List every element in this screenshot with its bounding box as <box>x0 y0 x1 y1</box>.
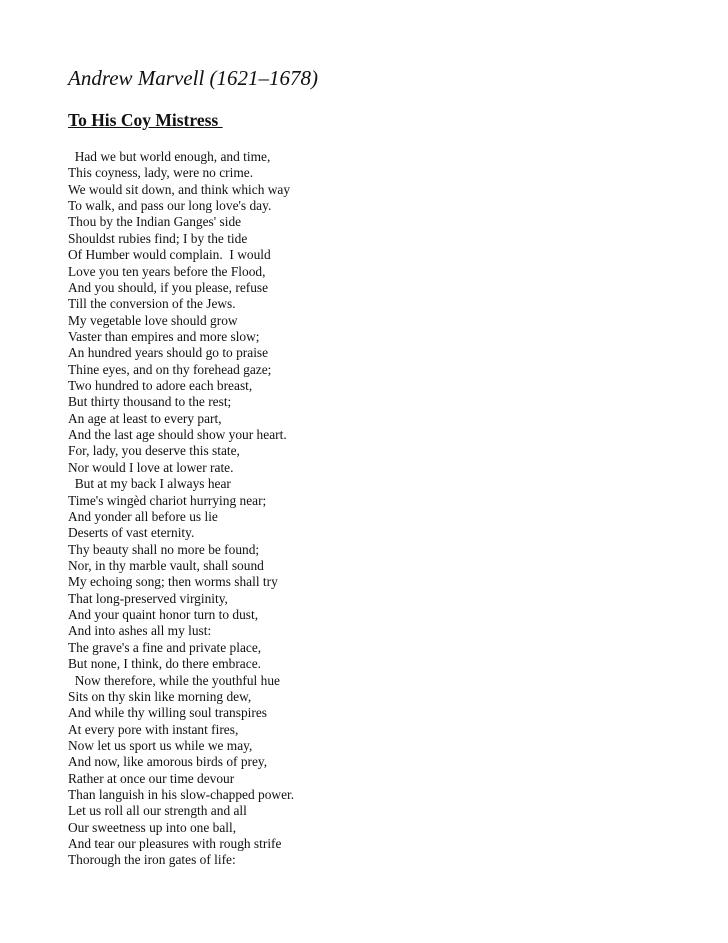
poem-line: Thine eyes, and on thy forehead gaze; <box>68 361 272 377</box>
poem-line: The grave's a fine and private place, <box>68 639 262 655</box>
poem-line: But thirty thousand to the rest; <box>68 394 232 410</box>
poem-line: Our sweetness up into one ball, <box>68 819 237 835</box>
poem-line: Had we but world enough, and time, <box>68 149 271 164</box>
poem-line: My vegetable love should grow <box>68 312 238 328</box>
poem-line: Vaster than empires and more slow; <box>68 328 260 344</box>
poem-title: To His Coy Mistress <box>68 110 223 130</box>
poem-line: That long-preserved virginity, <box>68 590 228 606</box>
poem-line: An hundred years should go to praise <box>68 345 269 361</box>
poem-line: Two hundred to adore each breast, <box>68 378 253 394</box>
poem-line: And now, like amorous birds of prey, <box>68 754 268 770</box>
poem-line: Love you ten years before the Flood, <box>68 263 266 279</box>
poem-line: And yonder all before us lie <box>68 508 218 524</box>
poem-line: Let us roll all our strength and all <box>68 803 247 819</box>
poem-line: And the last age should show your heart. <box>68 427 287 443</box>
poem-line: Now let us sport us while we may, <box>68 737 253 753</box>
poem-line: Nor would I love at lower rate. <box>68 459 234 475</box>
poem-line: At every pore with instant fires, <box>68 721 239 737</box>
poem-line: Of Humber would complain. I would <box>68 247 271 263</box>
poem-line: But none, I think, do there embrace. <box>68 656 261 672</box>
poem-line: And into ashes all my lust: <box>68 623 212 639</box>
author-heading: Andrew Marvell (1621–1678) <box>68 66 319 90</box>
poem-line: This coyness, lady, were no crime. <box>68 165 254 181</box>
poem-line: Rather at once our time devour <box>68 770 235 786</box>
poem-line: Till the conversion of the Jews. <box>68 296 236 312</box>
poem-line: But at my back I always hear <box>68 476 231 492</box>
poem-line: Now therefore, while the youthful hue <box>68 672 280 688</box>
poem-line: My echoing song; then worms shall try <box>68 574 278 590</box>
poem-line: Time's wingèd chariot hurrying near; <box>68 492 267 508</box>
poem-line: We would sit down, and think which way <box>68 181 291 197</box>
poem-line: Thy beauty shall no more be found; <box>68 541 260 557</box>
poem-line: And tear our pleasures with rough strife <box>68 836 282 852</box>
poem-line: And you should, if you please, refuse <box>68 279 269 295</box>
poem-line: Shouldst rubies find; I by the tide <box>68 230 248 246</box>
poem-line: Nor, in thy marble vault, shall sound <box>68 557 264 573</box>
poem-line: An age at least to every part, <box>68 410 222 426</box>
poem-line: For, lady, you deserve this state, <box>68 443 240 459</box>
poem-line: To walk, and pass our long love's day. <box>68 198 272 214</box>
poem-line: Thou by the Indian Ganges' side <box>68 214 242 230</box>
poem-line: And your quaint honor turn to dust, <box>68 607 259 623</box>
poem-body <box>68 149 294 869</box>
poem-line: Than languish in his slow-chapped power. <box>68 787 295 803</box>
poem-line: Sits on thy skin like morning dew, <box>68 688 252 704</box>
poem-line: And while thy willing soul transpires <box>68 705 267 721</box>
poem-line: Thorough the iron gates of life: <box>68 852 236 868</box>
poem-line: Deserts of vast eternity. <box>68 525 195 541</box>
